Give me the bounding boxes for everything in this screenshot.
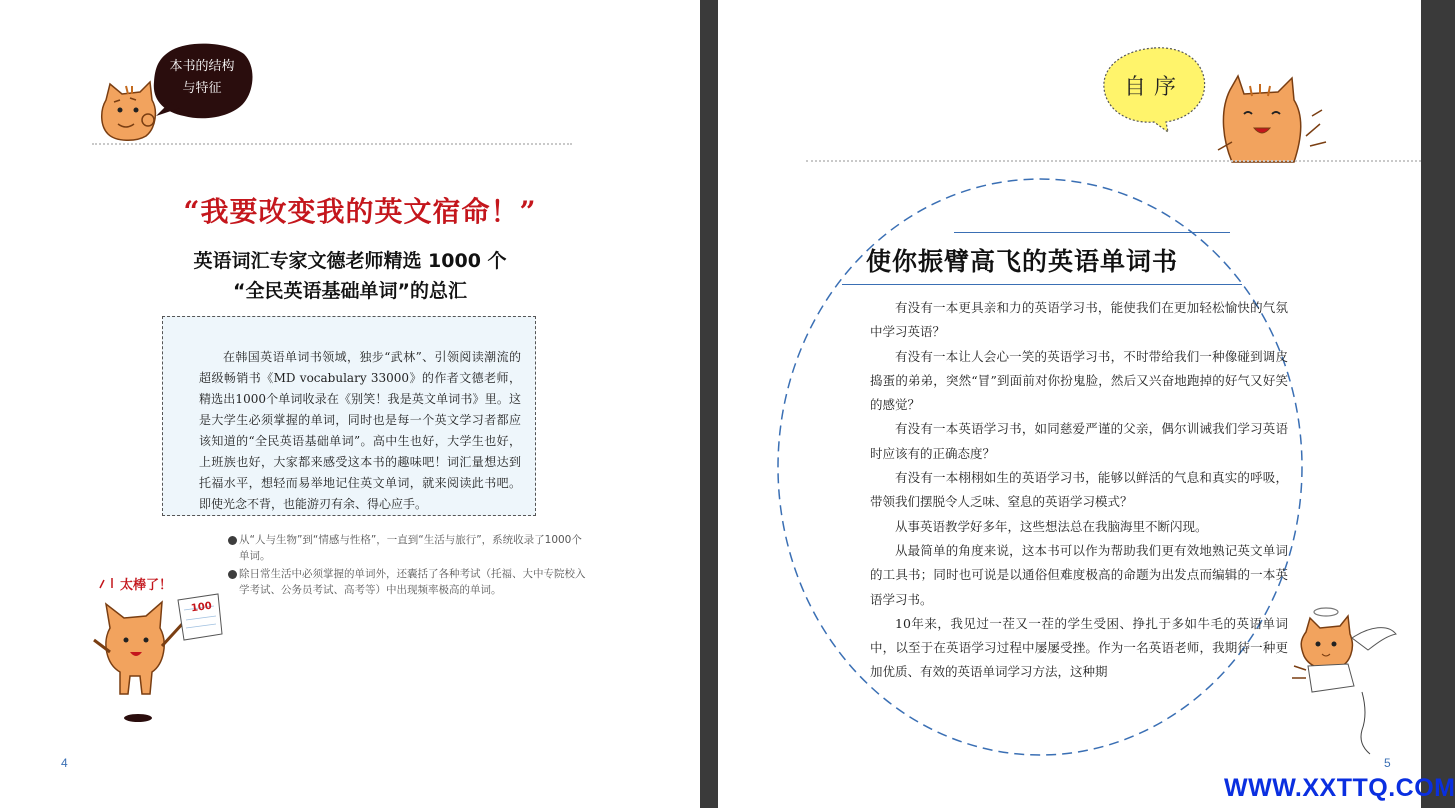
site-watermark: WWW.XXTTQ.COM xyxy=(1224,774,1455,802)
preface-title: 使你振臂高飞的英语单词书 xyxy=(866,247,1179,276)
feature-item xyxy=(228,532,588,564)
preface-badge: 自序 xyxy=(1123,75,1184,100)
page-number-left: 4 xyxy=(61,756,68,770)
preface-paragraph: 从最简单的角度来说，这本书可以作为帮助我们更有效地熟记英文单词的工具书；同时也可说是以通俗但难度极高的命题为出发点而编辑的一本英语学习书。 xyxy=(870,542,1288,607)
section-badge-line2: 与特征 xyxy=(182,81,222,96)
right-page xyxy=(718,0,1455,808)
feature-text: 除日常生活中必须掌握的单词外，还囊括了各种考试（托福、大中专院校入学考试、公务员考试、高考等）中出现频率极高的单词。 xyxy=(239,568,586,596)
smiling-cat-illustration xyxy=(1214,76,1330,162)
subheading xyxy=(150,246,550,306)
intro-text: 在韩国英语单词书领域，独步“武林”、引领阅读潮流的超级畅销书《MD vocabulary 33000》的作者文德老师，精选出1000个单词收录在《别笑！我是英文单词书》里。这是大学生必须掌握的单词，同时也是每一个英文学习者都应该知道的“全民英语基础单词”。高中生也好，大学生也好，上班族也好，大家都来感受这本书的趣味吧！词汇量想达到托福水平，想轻而易举地记住英文单词，就来阅读此书吧。即使光念不背，也能游刃有余、得心应手。 xyxy=(199,350,521,511)
left-page xyxy=(0,0,700,808)
score-label: 100 xyxy=(190,600,213,615)
preface-paragraph: 有没有一本更具亲和力的英语学习书，能使我们在更加轻松愉快的气氛中学习英语？ xyxy=(870,300,1288,340)
angel-cat-illustration xyxy=(1292,604,1412,764)
preface-paragraph: 有没有一本英语学习书，如同慈爱严谨的父亲，偶尔训诫我们学习英语时应该有的正确态度？ xyxy=(870,421,1288,461)
preface-body xyxy=(870,296,1288,685)
headline: “我要改变我的英文宿命！” xyxy=(183,195,537,228)
subheading-line1: 英语词汇专家文德老师精选 1000 个 xyxy=(193,250,507,272)
preface-paragraph: 从事英语教学好多年，这些想法总在我脑海里不断闪现。 xyxy=(895,518,1208,534)
preface-paragraph: 10年来，我见过一茬又一茬的学生受困、挣扎于多如牛毛的英语单词中，以至于在英语学习过程中屡屡受挫。作为一名英语老师，我期待一种更加优质、有效的英语单词学习方法，这种期 xyxy=(870,615,1288,680)
dotted-divider xyxy=(92,143,572,145)
exclaim-label: 太棒了！ xyxy=(120,578,173,593)
bullet-dot-icon xyxy=(228,536,237,545)
dotted-divider xyxy=(806,160,1421,162)
preface-paragraph: 有没有一本栩栩如生的英语学习书，能够以鲜活的气息和真实的呼吸，带领我们摆脱令人乏味、窒息的英语学习模式？ xyxy=(870,470,1288,510)
feature-text: 从“人与生物”到“情感与性格”，一直到“生活与旅行”，系统收录了1000个单词。 xyxy=(239,534,582,562)
title-rule-bottom xyxy=(842,284,1242,285)
intro-box xyxy=(162,316,536,516)
feature-list xyxy=(228,532,588,600)
preface-paragraph: 有没有一本让人会心一笑的英语学习书，不时带给我们一种像碰到调皮捣蛋的弟弟，突然“冒”到面前对你扮鬼脸，然后又兴奋地跑掉的好气又好笑的感觉？ xyxy=(870,348,1288,413)
cheering-cat-illustration xyxy=(80,570,250,730)
feature-item xyxy=(228,566,588,598)
subheading-line2: “全民英语基础单词”的总汇 xyxy=(233,280,467,302)
peeking-cat-illustration xyxy=(96,80,166,142)
title-rule-top xyxy=(954,232,1230,233)
section-badge-line1: 本书的结构 xyxy=(169,59,235,74)
page-number-right: 5 xyxy=(1384,756,1391,770)
